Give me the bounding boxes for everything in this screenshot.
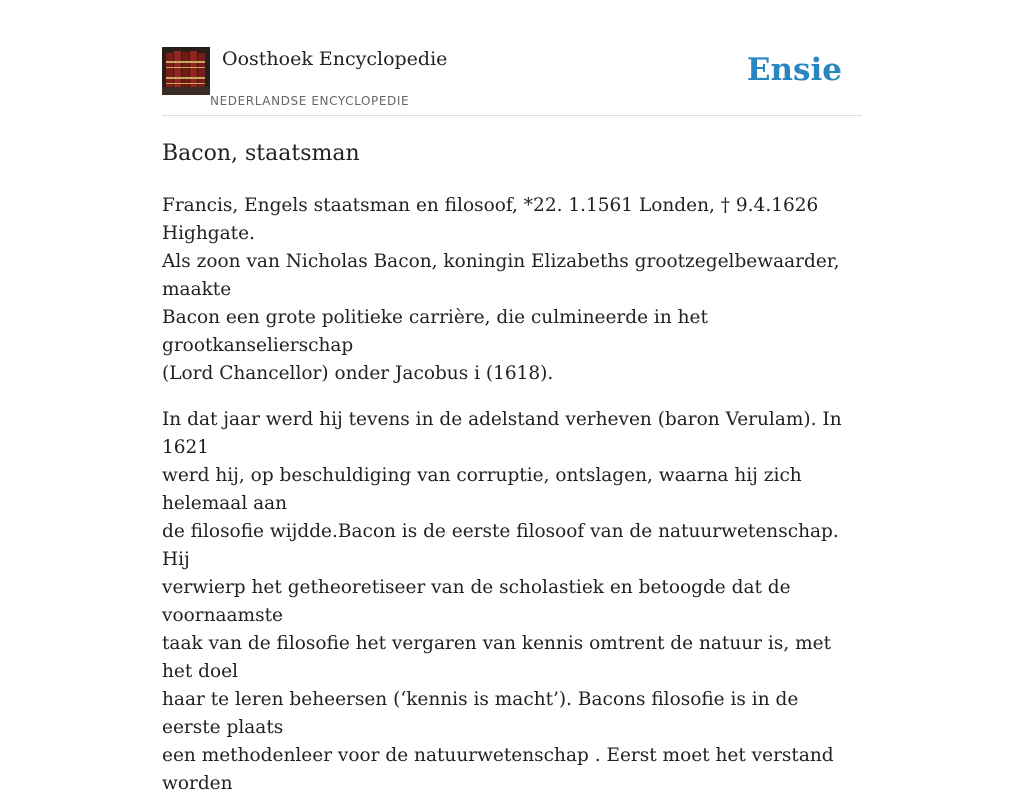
article-paragraph-1: Francis, Engels staatsman en filosoof, *22. 1.1561 Londen, † 9.4.1626 Highgate. Als zoon van Nicholas Bacon, koningin Elizabeths grootzegelbewaarder, maakte Bacon een grote politieke carrière, die culmineerde in het grootkanselierschap (Lord Chancellor) onder Jacobus i (1618).: [162, 195, 840, 384]
book-spines-icon: [162, 47, 210, 95]
site-header: [162, 47, 862, 115]
source-subtitle: NEDERLANDSE ENCYCLOPEDIE: [210, 94, 410, 108]
source-avatar[interactable]: [162, 47, 210, 95]
article: [162, 138, 862, 798]
article-title: Bacon, staatsman: [162, 141, 360, 166]
header-divider: [162, 115, 862, 116]
brand-logo-link[interactable]: Ensie: [746, 52, 842, 88]
article-paragraph-2: In dat jaar werd hij tevens in de adelstand verheven (baron Verulam). In 1621 werd hij, op beschuldiging van corruptie, ontslagen, waarna hij zich helemaal aan de filosofie wijdde.Bacon is de eerste filosoof van de natuurwetenschap. Hij verwierp het getheoretiseer van de scholastiek en betoogde dat de voornaamste taak van de filosofie het vergaren van kennis omtrent de natuur is, met het doel haar te leren beheersen (‘kennis is macht’). Bacons filosofie is in de eerste plaats een methodenleer voor de natuurwetenschap . Eerst moet het verstand worden: [162, 409, 842, 794]
source-title[interactable]: Oosthoek Encyclopedie: [222, 48, 448, 70]
